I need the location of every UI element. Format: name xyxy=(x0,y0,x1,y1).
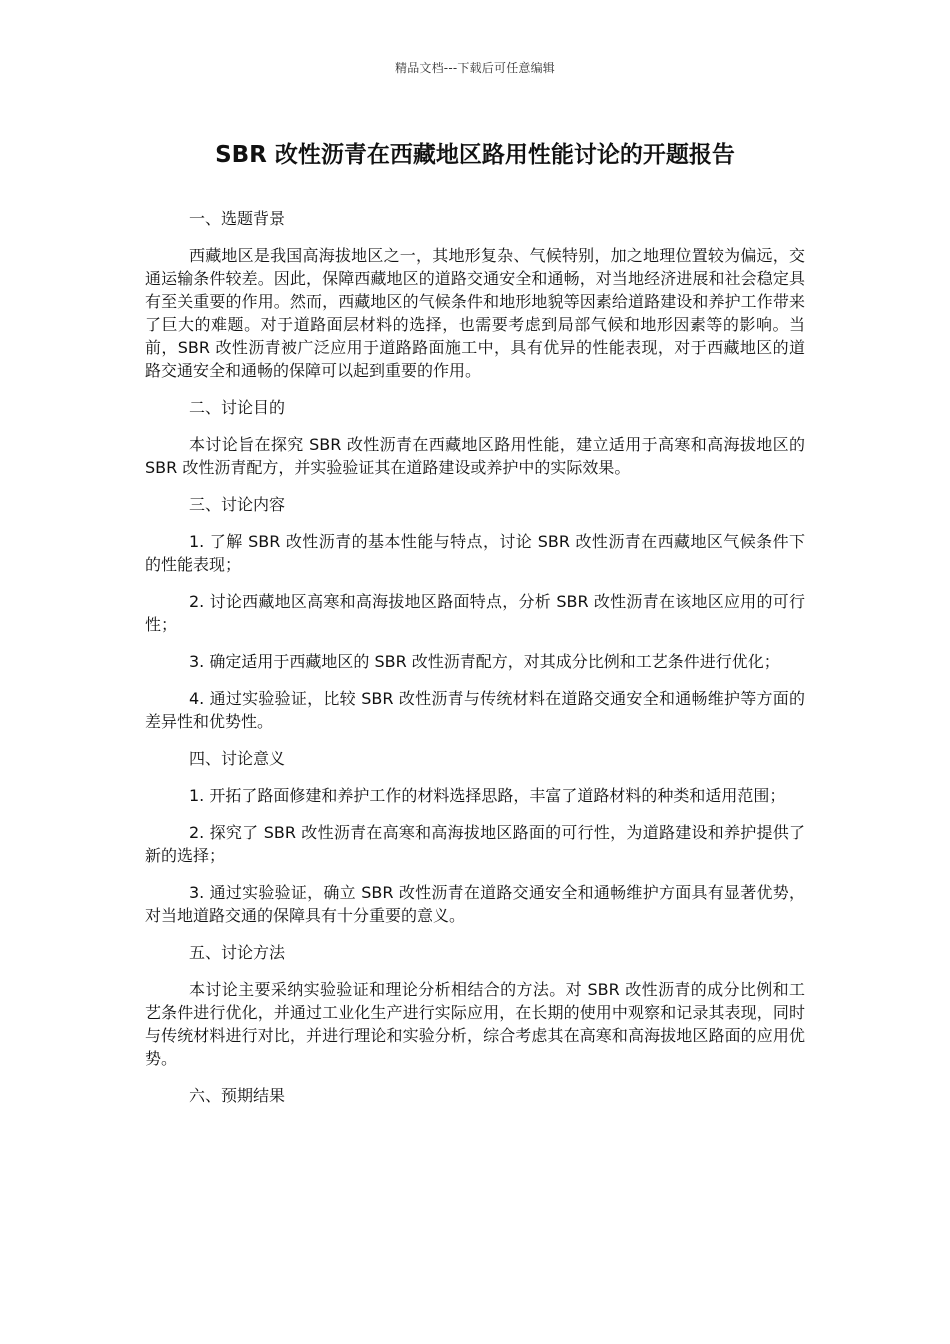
list-item: 1. 开拓了路面修建和养护工作的材料选择思路，丰富了道路材料的种类和适用范围； xyxy=(189,786,786,805)
list-item: 4. 通过实验验证，比较 SBR 改性沥青与传统材料在道路交通安全和通畅维护等方面的差异性和优势性。 xyxy=(145,689,805,731)
section-heading: 四、讨论意义 xyxy=(189,749,286,768)
list-item: 1. 了解 SBR 改性沥青的基本性能与特点，讨论 SBR 改性沥青在西藏地区气候条件下的性能表现； xyxy=(145,532,805,574)
list-item: 2. 探究了 SBR 改性沥青在高寒和高海拔地区路面的可行性，为道路建设和养护提供了新的选择； xyxy=(145,823,805,865)
document-title: SBR 改性沥青在西藏地区路用性能讨论的开题报告 xyxy=(215,142,735,168)
paragraph: 西藏地区是我国高海拔地区之一，其地形复杂、气候特别，加之地理位置较为偏远，交通运输条件较差。因此，保障西藏地区的道路交通安全和通畅，对当地经济进展和社会稳定具有至关重要的作用。然而，西藏地区的气候条件和地形地貌等因素给道路建设和养护工作带来了巨大的难题。对于道路面层材料的选择，也需要考虑到局部气候和地形因素等的影响。当前，SBR 改性沥青被广泛应用于道路路面施工中，具有优异的性能表现，对于西藏地区的道路交通安全和通畅的保障可以起到重要的作用。 xyxy=(145,246,805,380)
section-heading: 六、预期结果 xyxy=(189,1086,286,1105)
list-item: 2. 讨论西藏地区高寒和高海拔地区路面特点，分析 SBR 改性沥青在该地区应用的可行性； xyxy=(145,592,805,634)
section-heading: 三、讨论内容 xyxy=(189,495,286,514)
section-heading: 一、选题背景 xyxy=(189,209,286,228)
paragraph: 本讨论旨在探究 SBR 改性沥青在西藏地区路用性能，建立适用于高寒和高海拔地区的 SBR 改性沥青配方，并实验验证其在道路建设或养护中的实际效果。 xyxy=(145,435,805,477)
paragraph: 本讨论主要采纳实验验证和理论分析相结合的方法。对 SBR 改性沥青的成分比例和工艺条件进行优化，并通过工业化生产进行实际应用，在长期的使用中观察和记录其表现，同时与传统材料进行对比，并进行理论和实验分析，综合考虑其在高寒和高海拔地区路面的应用优势。 xyxy=(145,980,805,1068)
document-body xyxy=(145,207,805,1121)
header-note: 精品文档---下载后可任意编辑 xyxy=(395,61,555,75)
list-item: 3. 通过实验验证，确立 SBR 改性沥青在道路交通安全和通畅维护方面具有显著优势，对当地道路交通的保障具有十分重要的意义。 xyxy=(145,883,805,925)
list-item: 3. 确定适用于西藏地区的 SBR 改性沥青配方，对其成分比例和工艺条件进行优化； xyxy=(189,652,780,671)
section-heading: 二、讨论目的 xyxy=(189,398,286,417)
section-heading: 五、讨论方法 xyxy=(189,943,286,962)
